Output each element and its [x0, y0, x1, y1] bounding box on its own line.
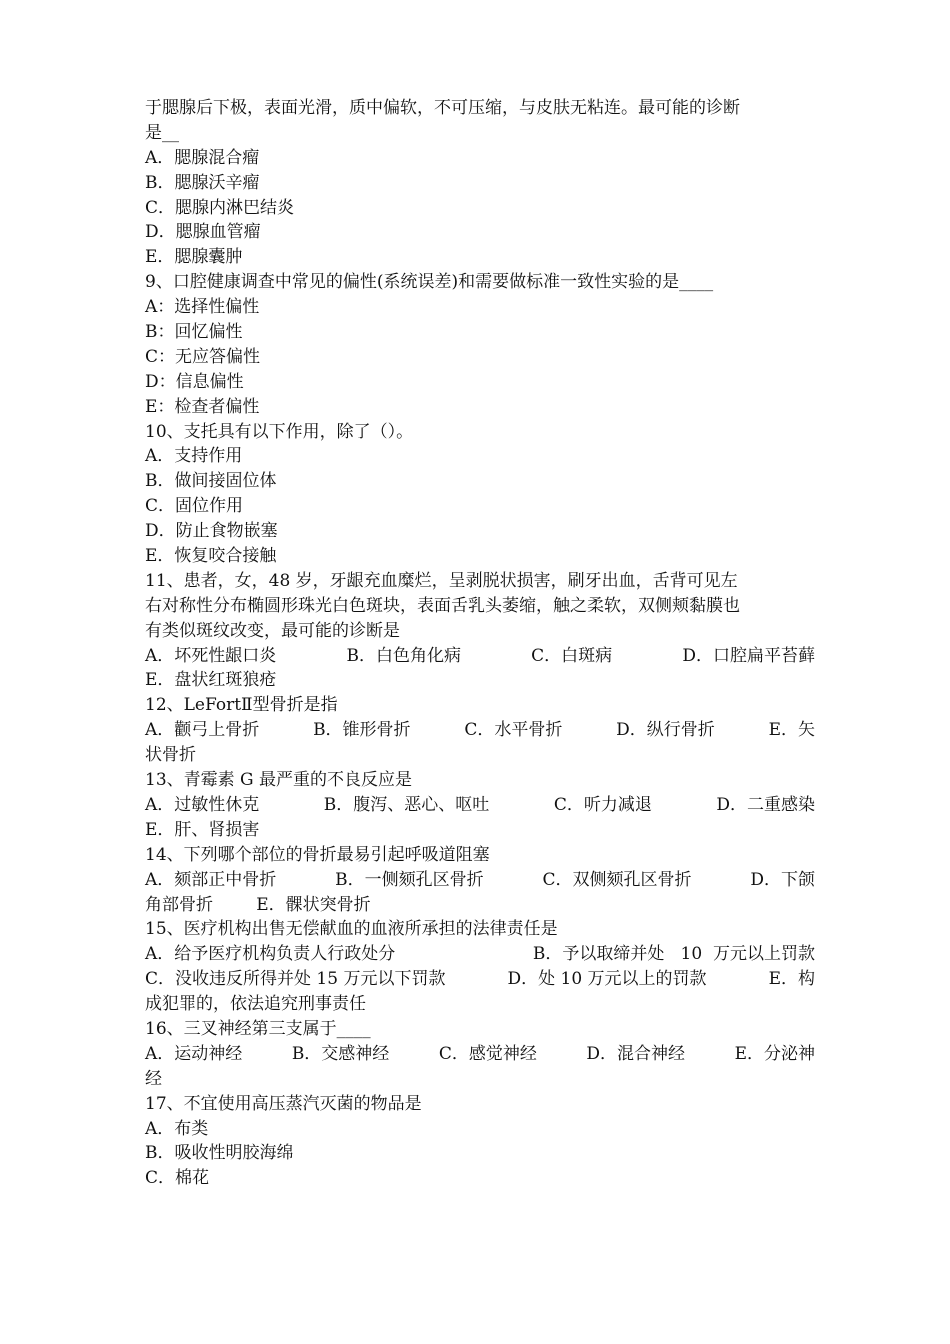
option: C．感觉神经 [438, 1043, 537, 1064]
option-line: D．腮腺血管瘤 [145, 222, 261, 243]
option-line: A．腮腺混合瘤 [145, 147, 260, 168]
question-text: 有类似斑纹改变，最可能的诊断是 [145, 620, 400, 641]
option: D．二重感染 [716, 794, 815, 815]
option-line: 经 [145, 1068, 162, 1089]
option-line: C．固位作用 [145, 496, 244, 517]
option-line: B．做间接固位体 [145, 471, 277, 492]
question-title: 16、三叉神经第三支属于____ [145, 1018, 371, 1039]
option: D．纵行骨折 [616, 720, 715, 741]
q16-options-row [145, 1042, 815, 1067]
option: A．颧弓上骨折 [145, 720, 260, 741]
question-title: 17、不宜使用高压蒸汽灭菌的物品是 [145, 1093, 422, 1114]
q15-options-row-1 [145, 942, 815, 967]
question-title: 14、下列哪个部位的骨折最易引起呼吸道阻塞 [145, 844, 490, 865]
option: B．腹泻、恶心、呕吐 [323, 794, 490, 815]
question-text: 右对称性分布椭圆形珠光白色斑块，表面舌乳头萎缩，触之柔软，双侧颊黏膜也 [145, 595, 740, 616]
option-line: D：信息偏性 [145, 371, 244, 392]
option: A．坏死性龈口炎 [145, 645, 277, 666]
option: A．给予医疗机构负责人行政处分 [145, 944, 396, 965]
option: C．没收违反所得并处 15 万元以下罚款 [145, 969, 446, 990]
option-line: 状骨折 [145, 745, 196, 766]
option-line: 角部骨折 E．髁状突骨折 [145, 894, 371, 915]
option-line: C．棉花 [145, 1168, 210, 1189]
option: D．处 10 万元以上的罚款 [507, 969, 707, 990]
option: B．交感神经 [291, 1043, 390, 1064]
question-title: 10、支托具有以下作用，除了（）。 [145, 421, 414, 442]
option: C．听力减退 [553, 794, 652, 815]
question-title: 9、口腔健康调查中常见的偏性(系统误差)和需要做标准一致性实验的是____ [145, 272, 714, 293]
q12-options-row [145, 718, 815, 743]
option-line: E．盘状红斑狼疮 [145, 670, 277, 691]
q15-options-row-2 [145, 967, 815, 992]
option: E．矢 [768, 720, 815, 741]
option: B．一侧颏孔区骨折 [335, 869, 484, 890]
q11-options-row [145, 644, 815, 669]
text-line: 于腮腺后下极，表面光滑，质中偏软，不可压缩，与皮肤无粘连。最可能的诊断 [145, 98, 740, 118]
option: C．水平骨折 [464, 720, 563, 741]
option: C．白斑病 [531, 645, 613, 666]
option: C．双侧颏孔区骨折 [542, 869, 692, 890]
option-line: C：无应答偏性 [145, 346, 261, 367]
option-line: E．恢复咬合接触 [145, 546, 277, 567]
q13-options-row [145, 793, 815, 818]
option-line: A．布类 [145, 1118, 209, 1139]
document-body [145, 96, 815, 1191]
option-line: A：选择性偏性 [145, 297, 260, 318]
option-line: 成犯罪的，依法追究刑事责任 [145, 994, 366, 1015]
option-line: E．腮腺囊肿 [145, 247, 243, 268]
question-title: 15、医疗机构出售无偿献血的血液所承担的法律责任是 [145, 919, 558, 940]
option: B．白色角化病 [346, 645, 461, 666]
question-title: 11、患者，女，48 岁，牙龈充血糜烂，呈剥脱状损害，刷牙出血，舌背可见左 [145, 570, 738, 591]
option: D．口腔扁平苔藓 [682, 645, 815, 666]
option: D．下颌 [750, 869, 815, 890]
option: E．分泌神 [734, 1043, 815, 1064]
option-line: A．支持作用 [145, 446, 243, 467]
option-line: B：回忆偏性 [145, 322, 243, 343]
question-title: 13、青霉素 G 最严重的不良反应是 [145, 770, 413, 791]
option-line: B．吸收性明胶海绵 [145, 1143, 294, 1164]
q14-options-row [145, 868, 815, 893]
option-line: E：检查者偏性 [145, 396, 260, 417]
option-line: D．防止食物嵌塞 [145, 521, 278, 542]
option: A．运动神经 [145, 1043, 243, 1064]
option-line: C．腮腺内淋巴结炎 [145, 197, 295, 218]
text-line: 是__ [145, 122, 179, 143]
option: A．颏部正中骨折 [145, 869, 277, 890]
option: E．构 [768, 969, 815, 990]
option: B．予以取缔并处 10 万元以上罚款 [532, 944, 815, 965]
option-line: B．腮腺沃辛瘤 [145, 172, 260, 193]
option: B．锥形骨折 [313, 720, 411, 741]
question-title: 12、LeFortⅡ型骨折是指 [145, 695, 338, 716]
option: D．混合神经 [586, 1043, 686, 1064]
option: A．过敏性休克 [145, 794, 260, 815]
option-line: E．肝、肾损害 [145, 819, 260, 840]
